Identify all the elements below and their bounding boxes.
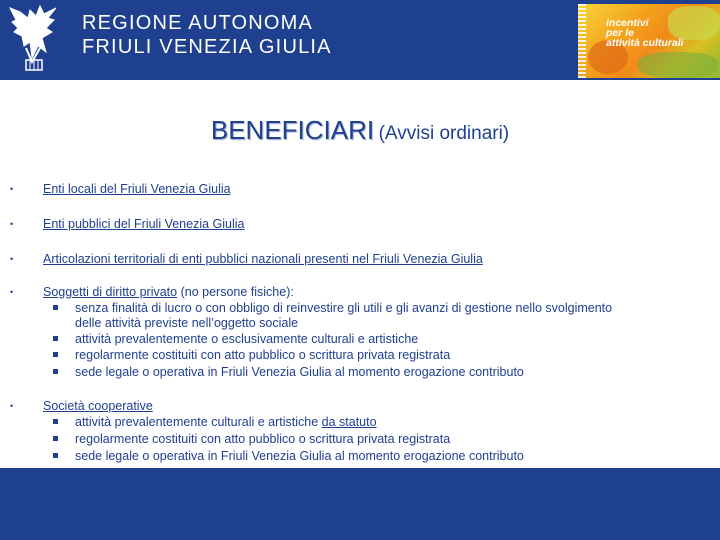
bullet-icon: • — [10, 184, 14, 194]
list-item-heading: Soggetti di diritto privato — [43, 285, 178, 299]
title-main: BENEFICIARI — [210, 115, 375, 145]
promo-line: attività culturali — [606, 37, 684, 49]
square-bullet-icon — [53, 419, 58, 424]
bullet-icon: • — [10, 287, 14, 297]
square-bullet-icon — [53, 369, 58, 374]
list-item-text: Enti locali del Friuli Venezia Giulia — [43, 182, 231, 196]
sub-list-item-text: attività prevalentemente o esclusivamente culturali e artistiche — [75, 332, 419, 346]
eagle-coat-of-arms-icon — [2, 2, 64, 76]
region-name-line1: REGIONE AUTONOMA — [82, 12, 314, 34]
sub-list-item-underlined: da statuto — [321, 415, 377, 429]
square-bullet-icon — [53, 305, 58, 310]
sub-list-item-text: senza finalità di lucro o con obbligo di reinvestire gli utili e gli avanzi di gestione nello svolgimento — [75, 301, 613, 315]
bullet-icon: • — [10, 219, 14, 229]
list-item-text: Articolazioni territoriali di enti pubblici nazionali presenti nel Friuli Venezia Giulia — [43, 252, 483, 266]
promo-banner — [578, 4, 720, 78]
sub-list-item-text: regolarmente costituiti con atto pubblico o scrittura privata registrata — [75, 432, 451, 446]
list-item-text: Enti pubblici del Friuli Venezia Giulia — [43, 217, 245, 231]
sub-list-item-text: delle attività previste nell’oggetto sociale — [75, 316, 299, 330]
sub-list-item-text: sede legale o operativa in Friuli Venezia Giulia al momento erogazione contributo — [75, 449, 524, 463]
list-item-heading-note: (no persone fisiche): — [177, 285, 294, 299]
title-sub: (Avvisi ordinari) — [378, 123, 510, 144]
sub-list-item-text: sede legale o operativa in Friuli Venezia Giulia al momento erogazione contributo — [75, 365, 524, 379]
promo-text — [606, 18, 684, 48]
footer-bar — [0, 468, 720, 540]
square-bullet-icon — [53, 453, 58, 458]
bullet-icon: • — [10, 254, 14, 264]
region-name-line2: FRIULI VENEZIA GIULIA — [82, 36, 332, 58]
square-bullet-icon — [53, 436, 58, 441]
bullet-icon: • — [10, 401, 14, 411]
promo-line: incentivi — [606, 17, 649, 29]
list-item-heading: Società cooperative — [43, 399, 153, 413]
square-bullet-icon — [53, 352, 58, 357]
promo-line: per le — [606, 27, 635, 39]
page-title — [0, 115, 720, 146]
square-bullet-icon — [53, 336, 58, 341]
header-bar — [0, 0, 720, 80]
sub-list-item-text: regolarmente costituiti con atto pubblico o scrittura privata registrata — [75, 348, 451, 362]
list-item-text — [43, 284, 294, 300]
sub-list-item-text — [75, 414, 377, 430]
region-name — [82, 11, 332, 59]
sub-list-item-main: attività prevalentemente culturali e artistiche — [75, 415, 322, 429]
